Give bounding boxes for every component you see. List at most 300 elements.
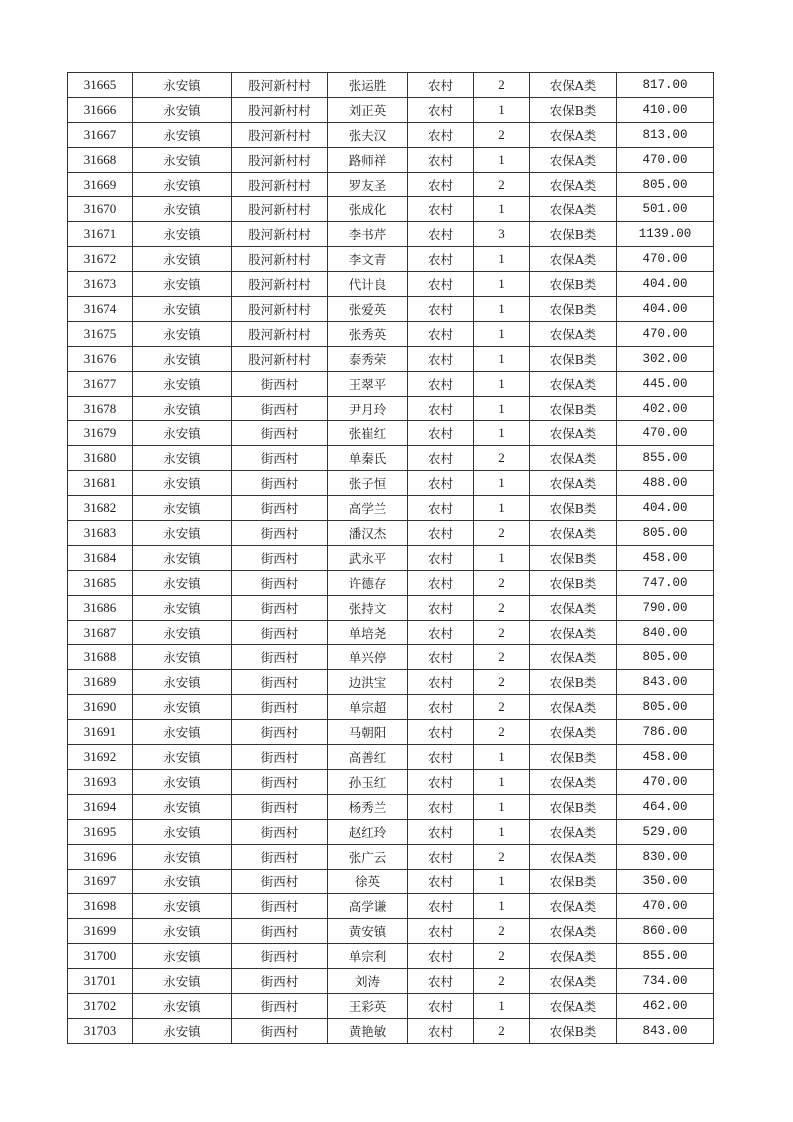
amount-cell: 470.00 [617,321,714,346]
record-id-cell: 31676 [68,346,133,371]
record-id-cell: 31687 [68,620,133,645]
household-count-cell: 1 [474,147,530,172]
amount-cell: 805.00 [617,172,714,197]
town-cell: 永安镇 [133,1018,232,1043]
record-id-cell: 31674 [68,297,133,322]
amount-cell: 470.00 [617,147,714,172]
table-row [68,172,714,197]
table-row [68,396,714,421]
insurance-category-cell: 农保A类 [530,595,617,620]
household-count-cell: 1 [474,819,530,844]
amount-cell: 860.00 [617,919,714,944]
insurance-category-cell: 农保A类 [530,894,617,919]
area-type-cell: 农村 [408,545,474,570]
amount-cell: 404.00 [617,496,714,521]
household-count-cell: 2 [474,73,530,98]
town-cell: 永安镇 [133,695,232,720]
insurance-category-cell: 农保B类 [530,297,617,322]
record-id-cell: 31690 [68,695,133,720]
area-type-cell: 农村 [408,222,474,247]
table-row [68,521,714,546]
village-cell: 街西村 [232,1018,328,1043]
household-count-cell: 2 [474,969,530,994]
area-type-cell: 农村 [408,272,474,297]
insurance-category-cell: 农保A类 [530,172,617,197]
household-count-cell: 1 [474,197,530,222]
table-row [68,720,714,745]
area-type-cell: 农村 [408,496,474,521]
table-row [68,321,714,346]
village-cell: 股河新村村 [232,222,328,247]
household-count-cell: 2 [474,844,530,869]
name-cell: 单兴停 [328,645,408,670]
town-cell: 永安镇 [133,745,232,770]
household-count-cell: 1 [474,894,530,919]
household-count-cell: 1 [474,396,530,421]
name-cell: 李文青 [328,247,408,272]
name-cell: 单宗利 [328,944,408,969]
town-cell: 永安镇 [133,670,232,695]
amount-cell: 470.00 [617,247,714,272]
household-count-cell: 2 [474,172,530,197]
record-id-cell: 31693 [68,769,133,794]
area-type-cell: 农村 [408,147,474,172]
record-id-cell: 31673 [68,272,133,297]
amount-cell: 843.00 [617,670,714,695]
name-cell: 徐英 [328,869,408,894]
amount-cell: 402.00 [617,396,714,421]
table-row [68,794,714,819]
name-cell: 许德存 [328,570,408,595]
insurance-category-cell: 农保A类 [530,720,617,745]
area-type-cell: 农村 [408,1018,474,1043]
insurance-category-cell: 农保A类 [530,993,617,1018]
village-cell: 街西村 [232,396,328,421]
household-count-cell: 1 [474,272,530,297]
table-row [68,969,714,994]
table-row [68,471,714,496]
name-cell: 高学谦 [328,894,408,919]
insurance-category-cell: 农保B类 [530,272,617,297]
amount-cell: 830.00 [617,844,714,869]
village-cell: 街西村 [232,421,328,446]
town-cell: 永安镇 [133,545,232,570]
name-cell: 单宗超 [328,695,408,720]
insurance-category-cell: 农保A类 [530,471,617,496]
table-row [68,446,714,471]
amount-cell: 843.00 [617,1018,714,1043]
amount-cell: 462.00 [617,993,714,1018]
record-id-cell: 31675 [68,321,133,346]
name-cell: 张夫汉 [328,122,408,147]
name-cell: 路师祥 [328,147,408,172]
insurance-category-cell: 农保B类 [530,670,617,695]
name-cell: 张成化 [328,197,408,222]
village-cell: 街西村 [232,521,328,546]
record-id-cell: 31703 [68,1018,133,1043]
town-cell: 永安镇 [133,645,232,670]
name-cell: 高学兰 [328,496,408,521]
area-type-cell: 农村 [408,371,474,396]
record-id-cell: 31671 [68,222,133,247]
name-cell: 罗友圣 [328,172,408,197]
record-id-cell: 31667 [68,122,133,147]
village-cell: 街西村 [232,670,328,695]
village-cell: 街西村 [232,446,328,471]
name-cell: 张运胜 [328,73,408,98]
amount-cell: 501.00 [617,197,714,222]
village-cell: 街西村 [232,570,328,595]
amount-cell: 488.00 [617,471,714,496]
household-count-cell: 2 [474,595,530,620]
name-cell: 潘汉杰 [328,521,408,546]
town-cell: 永安镇 [133,97,232,122]
area-type-cell: 农村 [408,73,474,98]
village-cell: 街西村 [232,496,328,521]
town-cell: 永安镇 [133,222,232,247]
name-cell: 单培尧 [328,620,408,645]
insurance-category-cell: 农保A类 [530,247,617,272]
village-cell: 股河新村村 [232,346,328,371]
town-cell: 永安镇 [133,396,232,421]
village-cell: 街西村 [232,720,328,745]
area-type-cell: 农村 [408,346,474,371]
area-type-cell: 农村 [408,321,474,346]
name-cell: 赵红玲 [328,819,408,844]
village-cell: 街西村 [232,969,328,994]
name-cell: 泰秀荣 [328,346,408,371]
amount-cell: 813.00 [617,122,714,147]
area-type-cell: 农村 [408,720,474,745]
town-cell: 永安镇 [133,919,232,944]
amount-cell: 458.00 [617,745,714,770]
village-cell: 街西村 [232,645,328,670]
table-row [68,272,714,297]
town-cell: 永安镇 [133,197,232,222]
area-type-cell: 农村 [408,570,474,595]
record-id-cell: 31692 [68,745,133,770]
name-cell: 孙玉红 [328,769,408,794]
village-cell: 股河新村村 [232,197,328,222]
area-type-cell: 农村 [408,670,474,695]
town-cell: 永安镇 [133,321,232,346]
table-row [68,869,714,894]
household-count-cell: 2 [474,521,530,546]
insurance-category-cell: 农保A类 [530,371,617,396]
table-row [68,421,714,446]
household-count-cell: 1 [474,371,530,396]
record-id-cell: 31665 [68,73,133,98]
insurance-category-cell: 农保A类 [530,147,617,172]
town-cell: 永安镇 [133,769,232,794]
household-count-cell: 2 [474,670,530,695]
insurance-category-cell: 农保A类 [530,122,617,147]
area-type-cell: 农村 [408,745,474,770]
amount-cell: 404.00 [617,297,714,322]
town-cell: 永安镇 [133,496,232,521]
amount-cell: 350.00 [617,869,714,894]
insurance-category-cell: 农保A类 [530,421,617,446]
record-id-cell: 31680 [68,446,133,471]
name-cell: 王彩英 [328,993,408,1018]
insurance-category-cell: 农保B类 [530,869,617,894]
town-cell: 永安镇 [133,297,232,322]
table-row [68,247,714,272]
village-cell: 街西村 [232,844,328,869]
table-row [68,645,714,670]
name-cell: 王翠平 [328,371,408,396]
town-cell: 永安镇 [133,894,232,919]
village-cell: 街西村 [232,620,328,645]
area-type-cell: 农村 [408,769,474,794]
household-count-cell: 2 [474,122,530,147]
insurance-category-cell: 农保B类 [530,346,617,371]
town-cell: 永安镇 [133,944,232,969]
record-id-cell: 31666 [68,97,133,122]
table-row [68,670,714,695]
household-count-cell: 1 [474,745,530,770]
insurance-category-cell: 农保A类 [530,321,617,346]
town-cell: 永安镇 [133,819,232,844]
area-type-cell: 农村 [408,197,474,222]
record-id-cell: 31688 [68,645,133,670]
name-cell: 张持文 [328,595,408,620]
amount-cell: 855.00 [617,944,714,969]
household-count-cell: 3 [474,222,530,247]
name-cell: 李书芹 [328,222,408,247]
village-cell: 股河新村村 [232,73,328,98]
household-count-cell: 1 [474,993,530,1018]
town-cell: 永安镇 [133,122,232,147]
area-type-cell: 农村 [408,894,474,919]
area-type-cell: 农村 [408,993,474,1018]
town-cell: 永安镇 [133,371,232,396]
area-type-cell: 农村 [408,695,474,720]
amount-cell: 817.00 [617,73,714,98]
record-id-cell: 31679 [68,421,133,446]
area-type-cell: 农村 [408,919,474,944]
insurance-category-cell: 农保B类 [530,222,617,247]
insurance-category-cell: 农保A类 [530,521,617,546]
table-row [68,371,714,396]
record-id-cell: 31668 [68,147,133,172]
area-type-cell: 农村 [408,521,474,546]
area-type-cell: 农村 [408,969,474,994]
insurance-category-cell: 农保A类 [530,446,617,471]
village-cell: 街西村 [232,894,328,919]
village-cell: 股河新村村 [232,321,328,346]
village-cell: 股河新村村 [232,272,328,297]
town-cell: 永安镇 [133,521,232,546]
area-type-cell: 农村 [408,645,474,670]
record-id-cell: 31677 [68,371,133,396]
record-id-cell: 31701 [68,969,133,994]
village-cell: 街西村 [232,993,328,1018]
name-cell: 刘涛 [328,969,408,994]
insurance-category-cell: 农保A类 [530,197,617,222]
table-row [68,745,714,770]
household-count-cell: 1 [474,297,530,322]
area-type-cell: 农村 [408,794,474,819]
town-cell: 永安镇 [133,620,232,645]
area-type-cell: 农村 [408,396,474,421]
town-cell: 永安镇 [133,993,232,1018]
area-type-cell: 农村 [408,844,474,869]
amount-cell: 1139.00 [617,222,714,247]
town-cell: 永安镇 [133,346,232,371]
village-cell: 街西村 [232,919,328,944]
area-type-cell: 农村 [408,247,474,272]
amount-cell: 529.00 [617,819,714,844]
amount-cell: 805.00 [617,521,714,546]
insurance-category-cell: 农保A类 [530,769,617,794]
name-cell: 高善红 [328,745,408,770]
town-cell: 永安镇 [133,570,232,595]
village-cell: 股河新村村 [232,147,328,172]
village-cell: 股河新村村 [232,97,328,122]
amount-cell: 805.00 [617,695,714,720]
amount-cell: 404.00 [617,272,714,297]
table-row [68,993,714,1018]
record-id-cell: 31702 [68,993,133,1018]
table-row [68,919,714,944]
town-cell: 永安镇 [133,595,232,620]
insurance-category-cell: 农保B类 [530,745,617,770]
name-cell: 张秀英 [328,321,408,346]
name-cell: 黄安镇 [328,919,408,944]
insurance-category-cell: 农保A类 [530,944,617,969]
insurance-category-cell: 农保B类 [530,496,617,521]
household-count-cell: 2 [474,919,530,944]
village-cell: 街西村 [232,769,328,794]
area-type-cell: 农村 [408,97,474,122]
household-count-cell: 1 [474,421,530,446]
records-table [67,72,714,1044]
insurance-category-cell: 农保B类 [530,396,617,421]
area-type-cell: 农村 [408,869,474,894]
table-row [68,222,714,247]
town-cell: 永安镇 [133,844,232,869]
table-row [68,496,714,521]
village-cell: 股河新村村 [232,122,328,147]
record-id-cell: 31695 [68,819,133,844]
town-cell: 永安镇 [133,869,232,894]
amount-cell: 855.00 [617,446,714,471]
name-cell: 张子恒 [328,471,408,496]
town-cell: 永安镇 [133,421,232,446]
area-type-cell: 农村 [408,595,474,620]
town-cell: 永安镇 [133,247,232,272]
village-cell: 街西村 [232,695,328,720]
amount-cell: 470.00 [617,421,714,446]
village-cell: 街西村 [232,819,328,844]
record-id-cell: 31697 [68,869,133,894]
record-id-cell: 31686 [68,595,133,620]
insurance-category-cell: 农保B类 [530,794,617,819]
table-row [68,73,714,98]
table-row [68,297,714,322]
record-id-cell: 31683 [68,521,133,546]
village-cell: 股河新村村 [232,172,328,197]
household-count-cell: 2 [474,570,530,595]
table-row [68,620,714,645]
table-row [68,1018,714,1043]
household-count-cell: 2 [474,720,530,745]
household-count-cell: 2 [474,446,530,471]
town-cell: 永安镇 [133,720,232,745]
table-row [68,97,714,122]
amount-cell: 458.00 [617,545,714,570]
insurance-category-cell: 农保B类 [530,545,617,570]
town-cell: 永安镇 [133,794,232,819]
household-count-cell: 1 [474,247,530,272]
household-count-cell: 1 [474,496,530,521]
table-row [68,595,714,620]
household-count-cell: 1 [474,471,530,496]
record-id-cell: 31669 [68,172,133,197]
area-type-cell: 农村 [408,620,474,645]
amount-cell: 410.00 [617,97,714,122]
record-id-cell: 31672 [68,247,133,272]
table-body [68,73,714,1044]
table-row [68,944,714,969]
area-type-cell: 农村 [408,172,474,197]
table-row [68,844,714,869]
village-cell: 街西村 [232,745,328,770]
amount-cell: 747.00 [617,570,714,595]
record-id-cell: 31682 [68,496,133,521]
name-cell: 尹月玲 [328,396,408,421]
town-cell: 永安镇 [133,446,232,471]
insurance-category-cell: 农保A类 [530,969,617,994]
record-id-cell: 31689 [68,670,133,695]
village-cell: 街西村 [232,794,328,819]
area-type-cell: 农村 [408,421,474,446]
household-count-cell: 1 [474,346,530,371]
table-row [68,147,714,172]
village-cell: 街西村 [232,944,328,969]
village-cell: 街西村 [232,595,328,620]
table-row [68,346,714,371]
area-type-cell: 农村 [408,122,474,147]
household-count-cell: 2 [474,1018,530,1043]
household-count-cell: 2 [474,944,530,969]
amount-cell: 786.00 [617,720,714,745]
record-id-cell: 31696 [68,844,133,869]
household-count-cell: 1 [474,794,530,819]
name-cell: 单秦氏 [328,446,408,471]
area-type-cell: 农村 [408,944,474,969]
name-cell: 马朝阳 [328,720,408,745]
household-count-cell: 2 [474,620,530,645]
amount-cell: 790.00 [617,595,714,620]
name-cell: 刘正英 [328,97,408,122]
town-cell: 永安镇 [133,272,232,297]
area-type-cell: 农村 [408,446,474,471]
record-id-cell: 31681 [68,471,133,496]
name-cell: 杨秀兰 [328,794,408,819]
amount-cell: 302.00 [617,346,714,371]
town-cell: 永安镇 [133,172,232,197]
table-row [68,197,714,222]
insurance-category-cell: 农保B类 [530,97,617,122]
town-cell: 永安镇 [133,73,232,98]
amount-cell: 470.00 [617,769,714,794]
record-id-cell: 31685 [68,570,133,595]
record-id-cell: 31700 [68,944,133,969]
town-cell: 永安镇 [133,471,232,496]
village-cell: 街西村 [232,371,328,396]
